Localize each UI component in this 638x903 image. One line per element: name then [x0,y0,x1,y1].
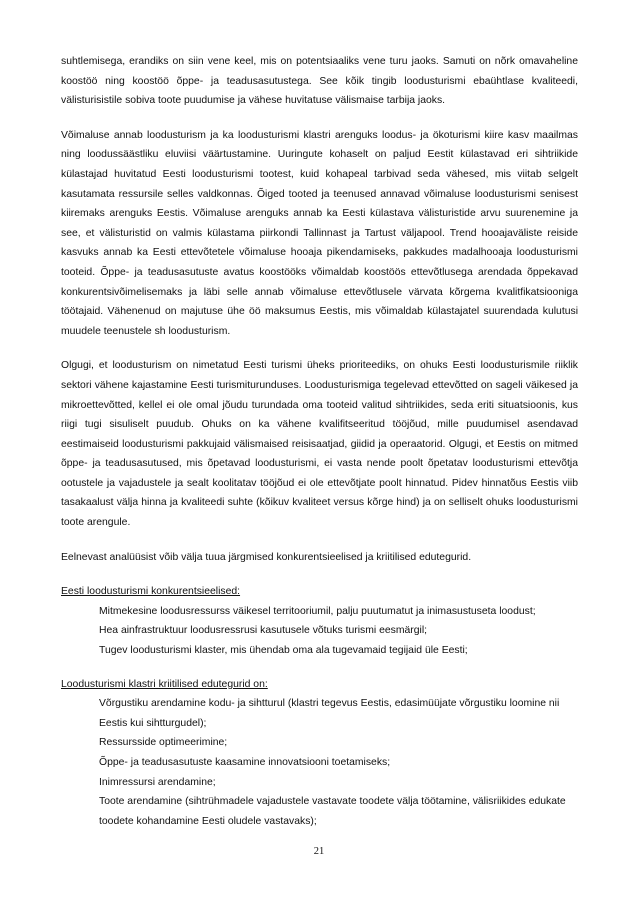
list-item-text: Toote arendamine (sihtrühmadele vajadustele vastavate toodete välja töötamine, välisriikides edukate toodete kohandamine Eesti oludele vastavaks); [99,796,566,827]
list-item [61,773,578,793]
list-item [61,733,578,753]
list-item [61,602,578,622]
list-item-text: Ressursside optimeerimine; [99,737,228,749]
list-item-text: Hea ainfrastruktuur loodusressrusi kasutusele võtuks turismi eesmärgil; [99,625,428,637]
paragraph-3: Olgugi, et loodusturism on nimetatud Eesti turismi üheks prioriteediks, on ohuks Eesti loodusturismile riiklik sektori vähene kajastamine Eesti turismiturunduses. Loodusturismiga tegelevad ettevõtted on sageli väikesed ja mikroettevõtted, kellel ei ole omal jõudu turundada oma tooteid valitud sihtriikides, seda eriti situatsioonis, kus riigi tugi sisuliselt puudub. Ohuks on ka vähene kvalifitseeritud tööjõud, mille puudumisel asendavad eestimaiseid loodusturismi pakkujaid välismaised reisisaatjad, giidid ja operaatorid. Olgugi, et Eestis on mitmed õppe- ja teadusasutused, mis õpetavad loodusturismi, ei vasta nende poolt õpetatav loodusturismi ettevõtja ootustele ja vajadustele ja sealt koolitatav tööjõud ei ole ettevõtjate poolt hinnatud. Pidev hinnatõus Eestis viib tasakaalust välja hinna ja kvaliteedi suhte (kõikuv kvaliteet versus kõrge hind) ja on selliselt ohuks loodusturismi toote arengule. [61,360,578,529]
list-item [61,792,578,831]
paragraph-4: Eelnevast analüüsist võib välja tuua järgmised konkurentsieelised ja kriitilised edutegurid. [61,551,472,563]
factors-section [61,675,578,832]
advantages-section [61,582,578,660]
list-item [61,694,578,733]
list-item [61,641,578,661]
list-item-text: Inimressursi arendamine; [99,776,216,788]
list-item-text: Tugev loodusturismi klaster, mis ühendab oma ala tugevamaid tegijaid üle Eesti; [99,645,468,657]
list-item-text: Võrgustiku arendamine kodu- ja sihtturul (klastri tegevus Eestis, edasimüüjate võrgustiku loomine nii Eestis kui sihtturgudel); [99,698,560,729]
factors-list [61,694,578,831]
list-item [61,753,578,773]
paragraph-2: Võimaluse annab loodusturism ja ka loodusturismi klastri arenguks loodus- ja ökoturismi kiire kasv maailmas ning loodussäästliku eluviisi väärtustamine. Uuringute kohaselt on paljud Eestit külastavad eri sihtriikide külastajad huvitatud Eesti loodusturismi tootest, kuid kohapeal tarbivad seda vähesed, mis viitab selgelt kasutamata ressursile selles valdkonnas. Õiged tooted ja teenused annavad võimaluse loodusturismi senisest kiiremaks arenguks Eestis. Võimaluse arenguks annab ka Eesti külastava välisturistide arvu suurenemine ja see, et välisturistid on valmis külastama piirkondi Tallinnast ja Tartust väljapool. Trend hooajaväliste reiside kasvuks annab ka Eesti ettevõtetele võimaluse hooaja pikendamiseks, pakkudes madalhooaja loodusturismi tooteid. Õppe- ja teadusasutuste avatus koostööks võimaldab koostöös ettevõtlusega arendada õppekavad konkurentsivõimelisemaks ja läbi selle annab võimaluse ettevõtlusele värvata kõrgema kvalitfikatsiooniga töötajaid. Vähenenud on majutuse ühe öö maksumus Eestis, mis võimaldab külastajatel suurendada kulutusi muudele teenustele sh loodusturism. [61,129,578,337]
list-item-text: Õppe- ja teadusasutuste kaasamine innovatsiooni toetamiseks; [99,757,391,768]
factors-heading: Loodusturismi klastri kriitilised edutegurid on: [61,678,268,690]
page-body [61,52,578,845]
page-number: 21 [313,846,325,857]
list-item-text: Mitmekesine loodusressurss väikesel territooriumil, palju puutumatut ja inimasustuseta loodust; [99,605,536,617]
list-item [61,621,578,641]
advantages-heading: Eesti loodusturismi konkurentsieelised: [61,586,241,598]
advantages-list [61,602,578,661]
paragraph-1: suhtlemisega, erandiks on siin vene keel, mis on potentsiaaliks vene turu jaoks. Samuti on nõrk omavaheline koostöö ning koostöö õppe- ja teadusasutustega. See kõik tingib loodusturismi ebaühtlase kvaliteedi, välisturisistile sobiva toote puudumise ja vähese huvitatuse välismaise tarbija jaoks. [61,56,578,107]
